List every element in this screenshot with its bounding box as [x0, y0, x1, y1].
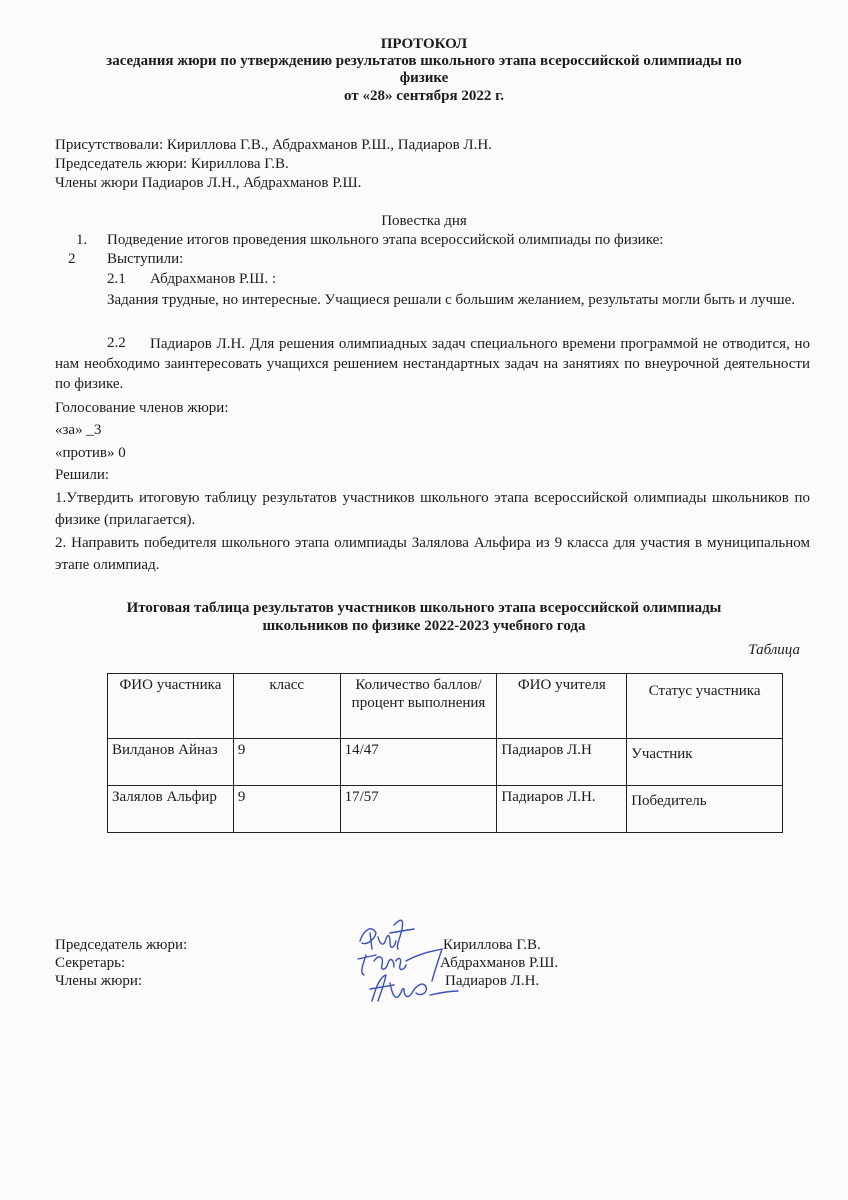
decision-heading: Решили: [55, 467, 110, 483]
results-table-caption: Таблица [748, 642, 800, 658]
cell-teacher: Падиаров Л.Н [497, 739, 627, 786]
results-table-title-line1: Итоговая таблица результатов участников школьного этапа всероссийской олимпиады [126, 600, 722, 616]
cell-grade: 9 [233, 786, 340, 833]
cell-score: 17/57 [340, 786, 497, 833]
results-table [107, 673, 783, 833]
agenda-item2-text: Выступили: [107, 251, 184, 267]
speech2-number: 2.2 [107, 335, 126, 351]
column-header-status: Статус участника [627, 674, 783, 739]
document-title: ПРОТОКОЛ [380, 36, 468, 52]
agenda-item1-number: 1. [76, 232, 88, 248]
signature-members-label: Члены жюри: [55, 973, 143, 989]
column-header-grade: класс [233, 674, 340, 739]
voting-for: «за» _3 [55, 422, 102, 438]
column-header-participant: ФИО участника [108, 674, 234, 739]
signature-members-name: Падиаров Л.Н. [445, 973, 540, 989]
voting-heading: Голосование членов жюри: [55, 400, 229, 416]
handwritten-signatures-icon [350, 915, 460, 1005]
cell-grade: 9 [233, 739, 340, 786]
agenda-item2-number: 2 [68, 251, 76, 267]
results-table-header [108, 674, 783, 739]
speech1-number: 2.1 [107, 271, 126, 287]
column-header-score: Количество баллов/процент выполнения [340, 674, 497, 739]
cell-status: Победитель [627, 786, 783, 833]
results-table-title-line2: школьников по физике 2022-2023 учебного года [262, 618, 586, 634]
cell-participant: Вилданов Айназ [108, 739, 234, 786]
cell-status: Участник [627, 739, 783, 786]
signature-chair-name: Кириллова Г.В. [443, 937, 541, 953]
table-row [108, 739, 783, 786]
document-subtitle-line2: физике [399, 70, 449, 86]
speech1-text: Задания трудные, но интересные. Учащиеся решали с большим желанием, результаты могли быть и лучше. [107, 292, 796, 308]
cell-score: 14/47 [340, 739, 497, 786]
column-header-teacher: ФИО учителя [497, 674, 627, 739]
voting-against: «против» 0 [55, 445, 126, 461]
speech2-text: Падиаров Л.Н. Для решения олимпиадных задач специального времени программой не отводится, но нам необходимо заинтересовать учащихся решением нестандартных задач на занятиях по внеурочной деятельности по физике. [55, 336, 810, 392]
signature-chair-label: Председатель жюри: [55, 937, 188, 953]
document-subtitle-line1: заседания жюри по утверждению результатов школьного этапа всероссийской олимпиады по [106, 53, 742, 69]
cell-teacher: Падиаров Л.Н. [497, 786, 627, 833]
table-row [108, 786, 783, 833]
signature-secretary-label: Секретарь: [55, 955, 126, 971]
cell-participant: Залялов Альфир [108, 786, 234, 833]
attendance-present: Присутствовали: Кириллова Г.В., Абдрахманов Р.Ш., Падиаров Л.Н. [55, 137, 492, 153]
signature-secretary-name: Абдрахманов Р.Ш. [440, 955, 559, 971]
document-date: от «28» сентября 2022 г. [344, 88, 504, 104]
attendance-members: Члены жюри Падиаров Л.Н., Абдрахманов Р.Ш. [55, 175, 362, 191]
speech1-speaker: Абдрахманов Р.Ш. : [150, 271, 277, 287]
agenda-item1-text: Подведение итогов проведения школьного этапа всероссийской олимпиады по физике: [107, 232, 664, 248]
decision-item2: 2. Направить победителя школьного этапа олимпиады Залялова Альфира из 9 класса для участия в муниципальном этапе олимпиад. [55, 535, 810, 573]
attendance-chair: Председатель жюри: Кириллова Г.В. [55, 156, 289, 172]
agenda-heading: Повестка дня [381, 213, 467, 229]
decision-item1: 1.Утвердить итоговую таблицу результатов участников школьного этапа всероссийской олимпиады школьников по физике (прилагается). [55, 490, 810, 528]
